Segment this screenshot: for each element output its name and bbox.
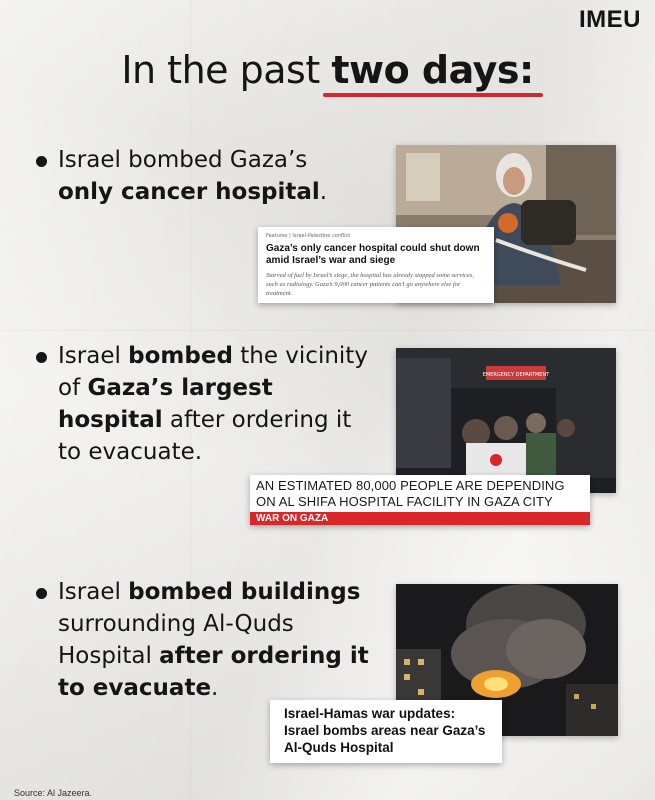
update-card-al-quds[interactable] <box>270 700 502 763</box>
bullet-dot <box>36 156 47 167</box>
article-breadcrumb: Features | Israel-Palestine conflict <box>266 233 351 239</box>
title-underline <box>323 93 543 97</box>
bullet-text-part: . <box>211 675 219 701</box>
bullet-item-cancer-hospital <box>36 144 366 208</box>
title-emphasis: two days: <box>331 48 534 92</box>
emergency-sign-text: EMERGENCY DEPARTMENT <box>482 372 550 378</box>
bullet-text-bold: bombed buildings <box>128 579 361 605</box>
bullet-text <box>58 576 376 704</box>
article-card-cancer-hospital[interactable] <box>258 227 494 303</box>
update-line: Israel-Hamas war updates: <box>284 706 456 721</box>
bullet-text <box>58 144 366 208</box>
update-line: Al-Quds Hospital <box>284 740 394 755</box>
bullet-text-bold: Gaza’s largest hospital <box>58 375 273 433</box>
ticker-tag: WAR ON GAZA <box>250 512 590 525</box>
ticker-text <box>250 475 590 510</box>
article-title: Gaza’s only cancer hospital could shut down amid Israel’s war and siege <box>266 243 480 266</box>
bullet-text <box>58 340 376 468</box>
article-subtitle: Starved of fuel by Israel’s siege, the hospital has already stopped some services, such as radiology. Gaza’s 9,000 cancer patients can’t go anywhere else for treatment. <box>266 272 474 297</box>
bullet-text-part: Israel <box>58 343 129 369</box>
paper-crease <box>0 330 655 331</box>
bullet-dot <box>36 352 47 363</box>
imeu-logo: IMEU <box>579 6 641 33</box>
ticker-line: AN ESTIMATED 80,000 PEOPLE ARE DEPENDING <box>256 478 565 493</box>
bullet-dot <box>36 588 47 599</box>
title-prefix: In the past <box>121 48 332 92</box>
source-note: Source: Al Jazeera. <box>14 788 93 798</box>
bullet-text-part: . <box>319 179 328 205</box>
bullet-text-part: Israel <box>58 579 129 605</box>
bullet-text-bold: only cancer hospital <box>58 179 320 205</box>
page-title <box>0 48 655 92</box>
bullet-text-bold: after ordering it to evacuate <box>58 643 369 701</box>
bullet-item-al-quds <box>36 576 376 704</box>
bullet-text-part: after ordering it to evacuate. <box>58 407 352 465</box>
news-ticker-shifa[interactable] <box>250 475 590 525</box>
shifa-hospital-photo <box>396 348 616 493</box>
bullet-text-bold: bombed <box>128 343 233 369</box>
bullet-text-part: the vicinity of <box>58 343 368 401</box>
ticker-line: ON AL SHIFA HOSPITAL FACILITY IN GAZA CITY <box>256 494 553 509</box>
bullet-text-part: Israel bombed Gaza’s <box>58 147 308 173</box>
bullet-item-largest-hospital <box>36 340 376 468</box>
update-line: Israel bombs areas near Gaza’s <box>284 723 486 738</box>
bullet-text-part: surrounding Al-Quds Hospital <box>58 611 294 669</box>
